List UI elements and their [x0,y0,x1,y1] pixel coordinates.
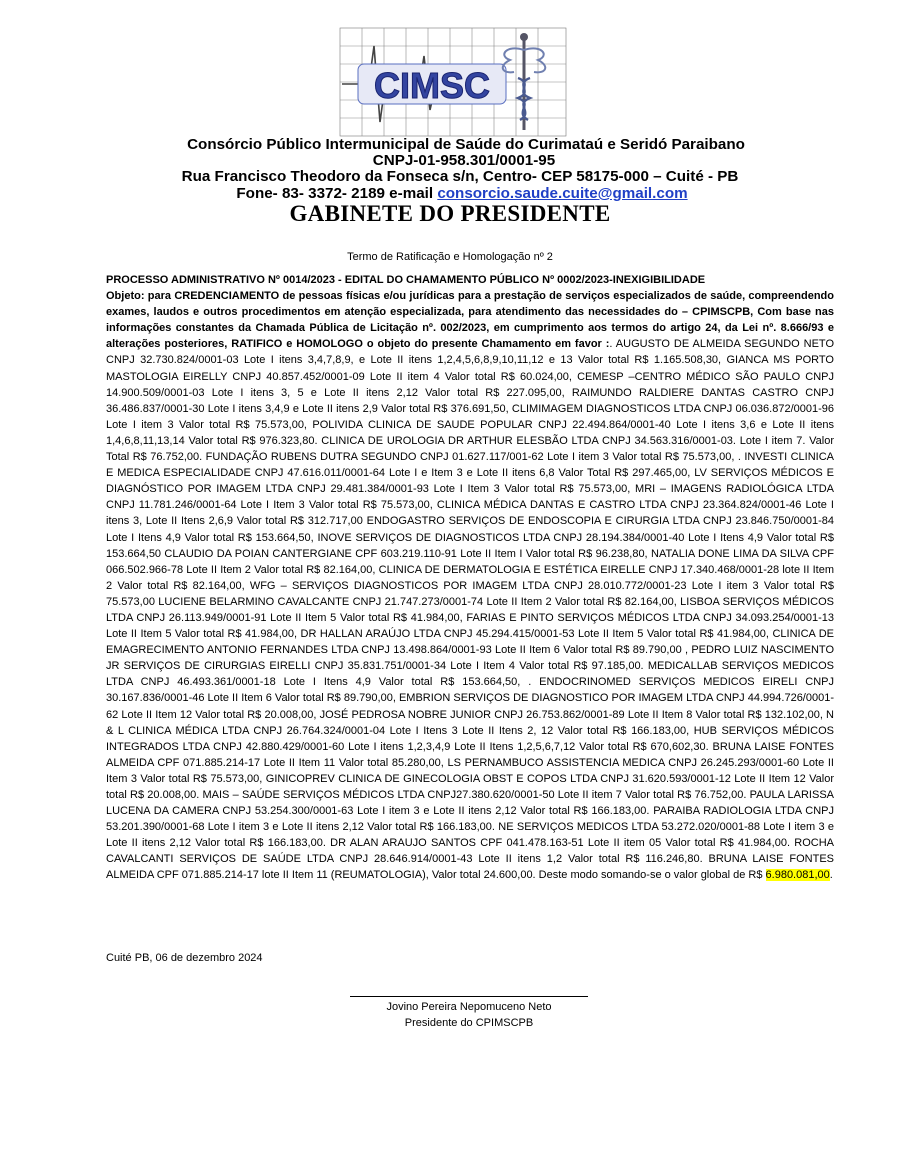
document-title: Termo de Ratificação e Homologação nº 2 [347,251,553,263]
org-address: Rua Francisco Theodoro da Fonseca s/n, Centro- CEP 58175-000 – Cuité - PB [181,168,739,185]
object-text: Objeto: para CREDENCIAMENTO de pessoas físicas e/ou jurídicas para a prestação de serviços especializados de saúde, compreendendo exames, laudos e outros procedimentos em atenção especializada, para atendimento das necessidades do – CPIMSCPB, Com base nas informações constantes da Chamada Pública de Licitação nº. 002/2023, em cumprimento aos termos do artigo 24, da Lei nº. 8.666/93 e alterações posteriores, RATIFICO e HOMOLOGO o objeto do presente Chamamento em favor : [106,290,834,351]
global-value: 6.980.081,00 [765,869,830,882]
signer-name: Jovino Pereira Nepomuceno Neto [386,1001,552,1013]
document-body [106,272,834,884]
org-email-link[interactable]: consorcio.saude.cuite@gmail.com [437,185,688,202]
org-name: Consórcio Público Intermunicipal de Saúde do Curimataú e Seridó Paraibano [187,136,745,153]
global-value-suffix: . [829,869,833,882]
caduceus-icon [503,33,545,130]
org-contact [12,185,900,202]
signer-role: Presidente do CPIMSCPB [404,1017,534,1029]
org-phone: Fone- 83- 3372- 2189 e-mail [236,185,438,202]
signature-line [350,996,588,997]
process-heading: PROCESSO ADMINISTRATIVO Nº 0014/2023 - EDITAL DO CHAMAMENTO PÚBLICO Nº 0002/2023-INEXIGIBILIDADE [106,274,706,286]
office-title: GABINETE DO PRESIDENTE [289,201,611,226]
cimsc-logo [338,26,568,138]
beneficiaries-text: . AUGUSTO DE ALMEIDA SEGUNDO NETO CNPJ 32.730.824/0001-03 Lote I itens 3,4,7,8,9, e Lote II itens 1,2,4,5,6,8,9,10,11,12 e 13 Valor total R$ 1.165.508,30, GIANCA MS PORTO MASTOLOGIA EIRELLY CNPJ 40.857.452/0001-09 Lote II item 4 Valor total R$ 60.024,00, CEMESP –CENTRO MÉDICO SÃO PAULO CNPJ 14.900.509/0001-03 Lote I itens 3, 5 e Lote II itens 2,12 Valor total R$ 227.095,00, RAIMUNDO RALDIERE DANTAS CASTRO CNPJ 36.486.837/0001-30 Lote I itens 3,4,9 e Lote II itens 2,9 Valor total R$ 376.691,50, CLIMIMAGEM DIAGNOSTICOS LTDA CNPJ 06.036.872/0001-96 Lote I item 3 Valor total R$ 75.573,00, POLIVIDA CLINICA DE SAUDE POPULAR CNPJ 22.494.864/0001-40 Lote I itens 3,6 e Lote II itens 1,4,6,8,11,13,14 Valor total R$ 976.323,80. CLINICA DE UROLOGIA DR ARTHUR ELESBÃO LTDA CNPJ 34.563.316/0001-03. Lote I item 7. Valor Total R$ 76.752,00. FUNDAÇÃO RUBENS DUTRA SEGUNDO CNPJ 01.627.117/001-62 Lote I item 3 Valor total R$ 75.573,00, . INVESTI CLINICA E MEDICA ESPECIALIDADE CNPJ 47.616.011/0001-64 Lote I e Item 3 e Lote II itens 6,8 Valor Total R$ 297.465,00, LV SERVIÇOS MÉDICOS E DIAGNÓSTICO POR IMAGEM LTDA CNPJ 29.481.384/0001-93 Lote I Item 3 Valor total R$ 75.573,00, MRI – IMAGENS RADIOLÓGICA LTDA CNPJ 11.781.246/0001-64 Lote I Item 3 Valor total R$ 75.573,00, CLINICA MÉDICA DANTAS E CASTRO LTDA CNPJ 23.364.824/0001-46 Lote I itens 3, Lote II Itens 2,6,9 Valor total R$ 312.717,00 ENDOGASTRO SERVIÇOS DE ENDOSCOPIA E CIRURGIA LTDA CNPJ 23.846.750/0001-84 Lote I Itens 4,9 Valor total R$ 153.664,50, INOVE SERVIÇOS DE DIAGNOSTICOS LTDA CNPJ 28.194.384/0001-40 Lote I Itens 4,9 Valor total R$ 153.664,50 CLAUDIO DA POIAN CANTERGIANE CPF 603.219.110-91 Lote II Item I Valor total R$ 96.238,80, NATALIA DONE LIMA DA SILVA CPF 066.502.966-78 Lote II Item 2 Valor total R$ 82.164,00, CLINICA DE DERMATOLOGIA E ESTÉTICA EIRELLE CNPJ 17.340.468/0001-28 lote II Item 2 Valor total R$ 82.164,00, WFG – SERVIÇOS DIAGNOSTICOS POR IMAGEM LTDA CNPJ 28.010.772/0001-23 Lote I item 3 Valor total R$ 75.573,00 LUCIENE BELARMINO CAVALCANTE CNPJ 21.747.273/0001-74 Lote II Item 2 Valor total R$ 82.164,00, LISBOA SERVIÇOS MÉDICOS LTDA CNPJ 26.113.949/0001-91 Lote II Item 5 Valor total R$ 41.984,00, FARIAS E PINTO SERVIÇOS MÉDICOS LTDA CNPJ 34.093.254/0001-13 Lote II Item 5 Valor total R$ 41.984,00, DR HALLAN ARAÚJO LTDA CNPJ 45.294.415/0001-53 Lote II Item 5 Valor total R$ 41.984,00, CLINICA DE EMAGRECIMENTO ANTONIO FERNANDES LTDA CNPJ 13.498.864/0001-93 Lote II Item 6 Valor total R$ 89.790,00 , PEDRO LUIZ NASCIMENTO JR SERVIÇOS DE CIRURGIAS EIRELLI CNPJ 35.831.751/0001-34 Lote I Item 4 Valor total R$ 97.185,00. MEDICALLAB SERVIÇOS MEDICOS LTDA CNPJ 46.493.361/0001-18 Lote I Itens 4,9 Valor total R$ 153.664,50, . ENDOCRINOMED SERVIÇOS MEDICOS EIRELI CNPJ 30.167.836/0001-46 Lote II Item 6 Valor total R$ 89.790,00, EMBRION SERVIÇOS DE DIAGNOSTICO POR IMAGEM LTDA CNPJ 44.994.726/0001-62 Lote II Item 12 Valor total R$ 20.008,00, JOSÉ PEDROSA NOBRE JUNIOR CNPJ 26.753.862/0001-89 Lote II Item 8 Valor total R$ 132.102,00, N & L CLINICA MÉDICA LTDA CNPJ 26.764.324/0001-04 Lote I Itens 3 Lote II Itens 2, 12 Valor total R$ 166.183,00, HUB SERVIÇOS MÉDICOS INTEGRADOS LTDA CNPJ 42.880.429/0001-60 Lote I itens 1,2,3,4,9 Lote II Itens 1,2,5,6,7,12 Valor total R$ 670,602,30. BRUNA LAISE FONTES ALMEIDA CPF 071.885.214-17 Lote II Item 11 Valor total 85.280,00, LS PERNAMBUCO ASSISTENCIA MEDICA CNPJ 26.245.293/0001-60 Lote II Item 3 Valor total R$ 75.573,00, GINICOPREV CLINICA DE GINECOLOGIA OBST E COPOS LTDA CNPJ 31.620.593/0001-12 Lote II Item 12 Valor total R$ 20.008,00. MAIS – SAÚDE SERVIÇOS MÉDICOS LTDA CNPJ27.380.620/0001-50 Lote II item 7 Valor total R$ 76.752,00. PAULA LARISSA LUCENA DA CAMERA CNPJ 53.254.300/0001-63 Lote I item 3 e Lote II itens 2,12 Valor total R$ 166.183,00. PARAIBA RADIOLOGIA LTDA CNPJ 53.201.390/0001-68 Lote I item 3 e Lote II itens 2,12 Valor total R$ 166.183,00. NE SERVIÇOS MEDICOS LTDA 53.272.020/0001-88 Lote I item 3 e Lote II itens 2,12 Valor total R$ 166.183,00. DR ALAN ARAUJO SANTOS CPF 041.478.163-51 Lote II item 05 Valor total R$ 41.984,00. ROCHA CAVALCANTI SERVIÇOS DE SAÚDE LTDA CNPJ 28.646.914/0001-43 Lote II itens 1,2 Valor total R$ 116.246,80. BRUNA LAISE FONTES ALMEIDA CPF 071.885.214-17 lote II Item 11 (REUMATOLOGIA), Valor total 24.600,00. Deste modo somando-se o valor global de R$ [106,338,834,882]
object-paragraph [106,288,834,883]
document-date: Cuité PB, 06 de dezembro 2024 [106,952,263,964]
logo-text: CIMSC [374,65,490,106]
org-cnpj: CNPJ-01-958.301/0001-95 [372,152,556,169]
